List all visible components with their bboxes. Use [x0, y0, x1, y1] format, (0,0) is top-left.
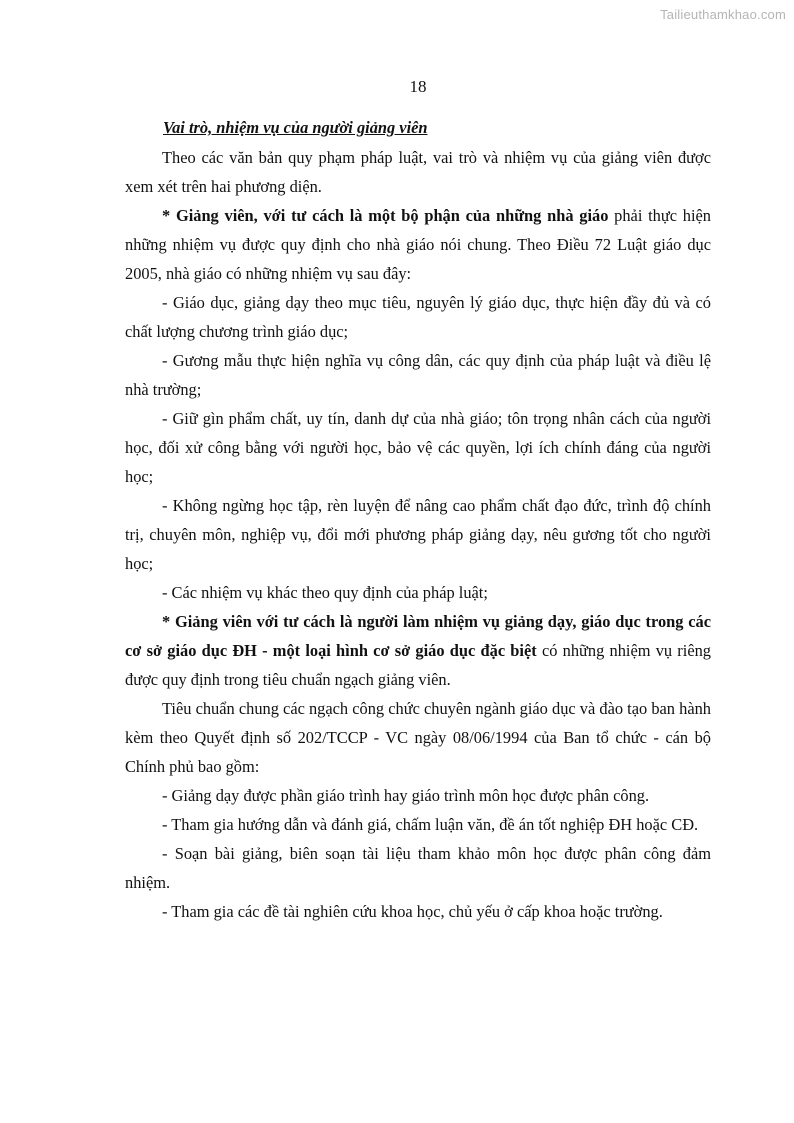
- paragraph-intro: Theo các văn bản quy phạm pháp luật, vai trò và nhiệm vụ của giảng viên được xem xét trên hai phương diện.: [125, 148, 711, 196]
- list-item: - Không ngừng học tập, rèn luyện để nâng cao phẩm chất đạo đức, trình độ chính trị, chuyên môn, nghiệp vụ, đổi mới phương pháp giảng dạy, nêu gương tốt cho người học;: [125, 496, 711, 573]
- list-item: - Giáo dục, giảng dạy theo mục tiêu, nguyên lý giáo dục, thực hiện đầy đủ và có chất lượng chương trình giáo dục;: [125, 293, 711, 341]
- paragraph-teacher-role: [125, 201, 711, 288]
- list-item: - Soạn bài giảng, biên soạn tài liệu tham khảo môn học được phân công đảm nhiệm.: [125, 844, 711, 892]
- watermark: Tailieuthamkhao.com: [660, 7, 786, 22]
- list-item: - Tham gia hướng dẫn và đánh giá, chấm luận văn, đề án tốt nghiệp ĐH hoặc CĐ.: [162, 815, 699, 834]
- bold-phrase: * Giảng viên, với tư cách là một bộ phận của những nhà giáo: [162, 206, 609, 225]
- list-item: - Tham gia các đề tài nghiên cứu khoa học, chủ yếu ở cấp khoa hoặc trường.: [162, 902, 663, 921]
- paragraph-text: có những nhiệm vụ riêng được quy định trong tiêu chuẩn ngạch giảng viên.: [125, 641, 711, 689]
- list-item: - Các nhiệm vụ khác theo quy định của pháp luật;: [162, 583, 488, 602]
- list-item: - Gương mẫu thực hiện nghĩa vụ công dân, các quy định của pháp luật và điều lệ nhà trường;: [125, 351, 711, 399]
- section-heading: Vai trò, nhiệm vụ của người giảng viên: [163, 118, 428, 137]
- list-item: - Giảng dạy được phần giáo trình hay giáo trình môn học được phân công.: [162, 786, 650, 805]
- page-number: 18: [409, 77, 427, 96]
- list-item: - Giữ gìn phẩm chất, uy tín, danh dự của nhà giáo; tôn trọng nhân cách của người học, đối xử công bằng với người học, bảo vệ các quyền, lợi ích chính đáng của người học;: [125, 409, 711, 486]
- bold-phrase: * Giảng viên với tư cách là người làm nhiệm vụ giảng dạy, giáo dục trong các cơ sở giáo dục ĐH - một loại hình cơ sở giáo dục đặc biệt: [125, 612, 711, 660]
- document-body: [125, 115, 711, 926]
- paragraph-lecturer-role: [125, 607, 711, 694]
- paragraph-standards: Tiêu chuẩn chung các ngạch công chức chuyên ngành giáo dục và đào tạo ban hành kèm theo Quyết định số 202/TCCP - VC ngày 08/06/1994 của Ban tổ chức - cán bộ Chính phủ bao gồm:: [125, 699, 711, 776]
- paragraph-text: phải thực hiện những nhiệm vụ được quy định cho nhà giáo nói chung. Theo Điều 72 Luật giáo dục 2005, nhà giáo có những nhiệm vụ sau đây:: [125, 206, 711, 283]
